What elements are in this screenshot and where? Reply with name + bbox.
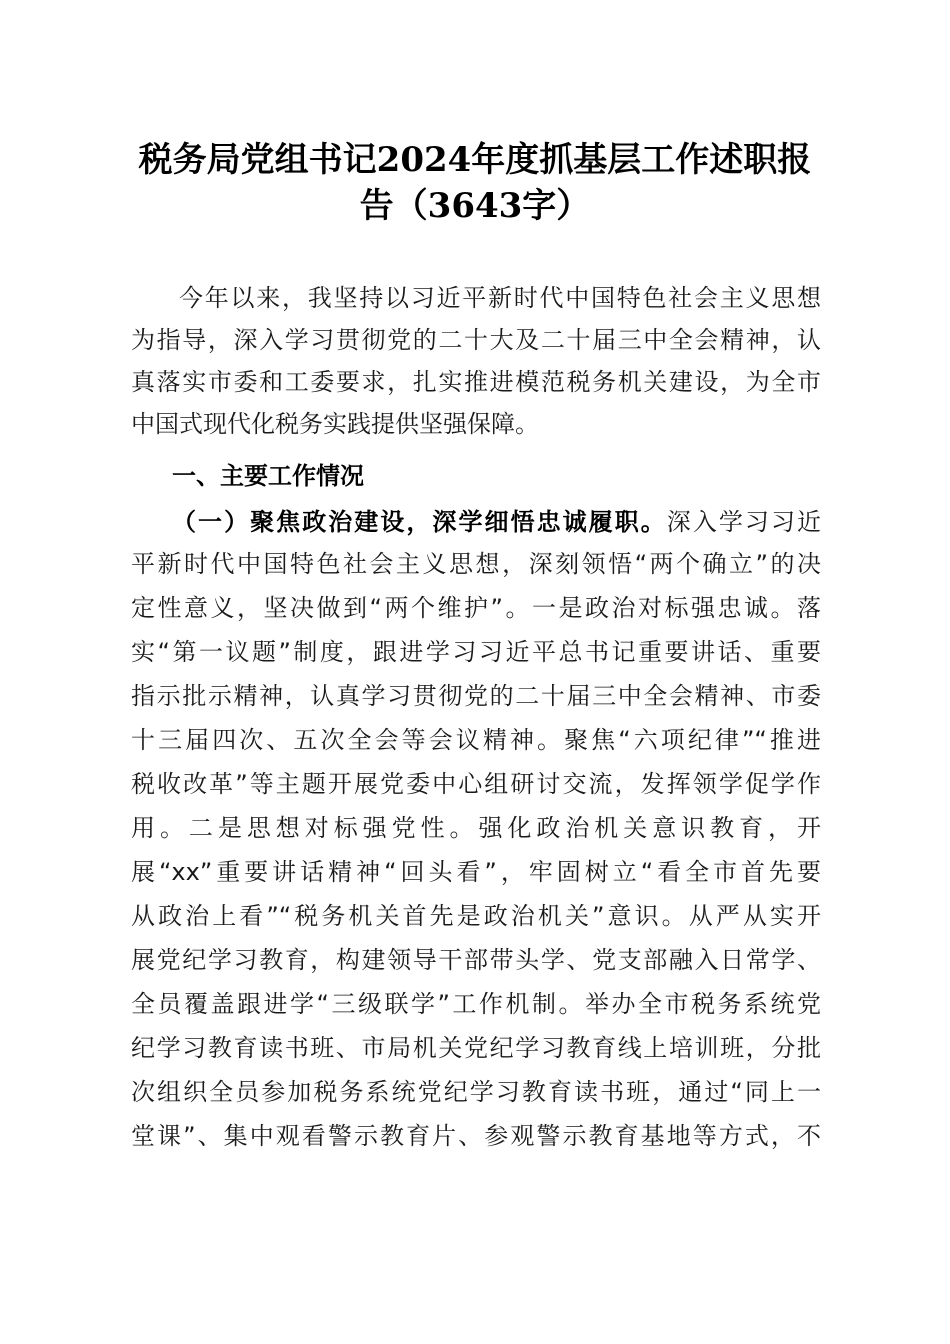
subsection-heading: （一）聚焦政治建设，深学细悟忠诚履职。	[172, 508, 667, 536]
body-line: 平新时代中国特色社会主义思想，深刻领悟“两个确立”的决	[131, 550, 821, 578]
body-line: 十三届四次、五次全会等会议精神。聚焦“六项纪律”“推进	[131, 726, 821, 754]
body-line: 实“第一议题”制度，跟进学习习近平总书记重要讲话、重要	[131, 638, 821, 666]
body-line: 定性意义，坚决做到“两个维护”。一是政治对标强忠诚。落	[131, 594, 821, 622]
body-line: 用。二是思想对标强党性。强化政治机关意识教育，开	[131, 814, 821, 842]
body-line: 展“xx”重要讲话精神“回头看”，牢固树立“看全市首先要	[131, 858, 821, 886]
body-line: 指示批示精神，认真学习贯彻党的二十届三中全会精神、市委	[131, 682, 821, 710]
section-heading: 一、主要工作情况	[172, 462, 364, 490]
body-line: 税收改革”等主题开展党委中心组研讨交流，发挥领学促学作	[131, 770, 821, 798]
subsection-first-line-rest: 深入学习习近	[666, 508, 822, 536]
intro-line-2: 为指导，深入学习贯彻党的二十大及二十届三中全会精神，认	[131, 326, 821, 354]
document-title-line-2: 告（3643字）	[359, 186, 591, 226]
body-line: 纪学习教育读书班、市局机关党纪学习教育线上培训班，分批	[131, 1034, 821, 1062]
body-line: 全员覆盖跟进学“三级联学”工作机制。举办全市税务系统党	[131, 990, 821, 1018]
body-line: 堂课”、集中观看警示教育片、参观警示教育基地等方式，不	[131, 1122, 821, 1150]
intro-line-4: 中国式现代化税务实践提供坚强保障。	[131, 410, 539, 438]
body-line: 从政治上看”“税务机关首先是政治机关”意识。从严从实开	[131, 902, 821, 930]
subsection-first-line	[172, 502, 821, 542]
intro-line-1: 今年以来，我坚持以习近平新时代中国特色社会主义思想	[179, 284, 821, 312]
document-title-line-1: 税务局党组书记2024年度抓基层工作述职报	[138, 140, 812, 180]
body-line: 展党纪学习教育，构建领导干部带头学、党支部融入日常学、	[131, 946, 821, 974]
intro-line-3: 真落实市委和工委要求，扎实推进模范税务机关建设，为全市	[131, 368, 821, 396]
body-line: 次组织全员参加税务系统党纪学习教育读书班，通过“同上一	[131, 1078, 821, 1106]
